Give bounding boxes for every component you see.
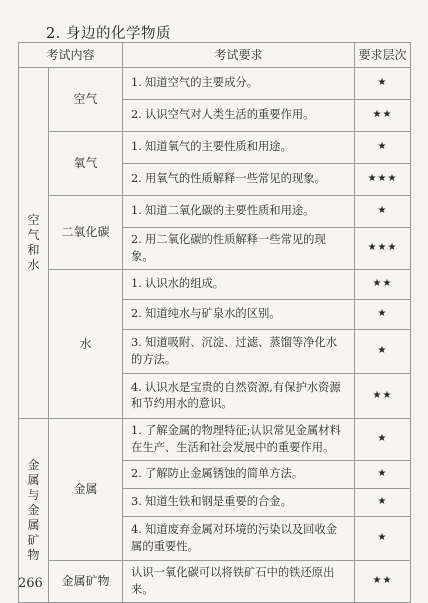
table-row: [19, 561, 411, 603]
requirement-cell: [123, 374, 355, 419]
level-stars: ★★★: [355, 164, 411, 196]
topic-cell: 空气: [49, 68, 123, 132]
requirement-cell: [123, 196, 355, 228]
requirement-text: 认识一氧化碳可以将铁矿石中的铁还原出来。: [131, 566, 335, 596]
requirement-number: 2.: [131, 467, 142, 481]
table-row: [19, 196, 411, 228]
level-stars: ★: [355, 489, 411, 517]
category-label: 金属与金属矿物: [27, 458, 40, 562]
level-stars: ★★: [355, 270, 411, 300]
requirement-cell: [123, 489, 355, 517]
category-cell: [19, 419, 49, 603]
requirement-text: 知道生铁和钢是重要的合金。: [145, 495, 292, 509]
table-header-row: [19, 43, 411, 68]
level-stars: ★: [355, 132, 411, 164]
requirement-number: 2.: [131, 233, 142, 246]
requirement-text: 知道吸附、沉淀、过滤、蒸馏等净化水的方法。: [131, 336, 338, 366]
header-requirement-level: 要求层次: [355, 43, 411, 68]
requirement-number: 1.: [131, 76, 142, 90]
page-number: 266: [18, 576, 43, 591]
requirement-cell: [123, 517, 355, 561]
table-row: [19, 68, 411, 100]
level-stars: ★: [355, 196, 411, 228]
requirement-cell: [123, 228, 355, 270]
table-row: [19, 270, 411, 300]
requirement-text: 了解金属的物理特征;认识常见金属材料在生产、生活和社会发展中的重要作用。: [131, 424, 341, 454]
requirement-cell: [123, 68, 355, 100]
requirement-text: 了解防止金属锈蚀的简单方法。: [145, 467, 304, 481]
requirement-number: 3.: [131, 495, 142, 509]
level-stars: ★: [355, 68, 411, 100]
requirement-text: 知道空气的主要成分。: [145, 76, 258, 90]
requirement-cell: [123, 461, 355, 489]
requirement-text: 用氧气的性质解释一些常见的现象。: [145, 172, 326, 186]
level-stars: ★: [355, 300, 411, 330]
requirement-cell: [123, 330, 355, 374]
requirement-cell: [123, 561, 355, 603]
topic-cell: 氧气: [49, 132, 123, 196]
level-stars: ★★: [355, 100, 411, 132]
topic-cell: 金属: [49, 419, 123, 561]
requirement-cell: [123, 164, 355, 196]
requirement-number: 2.: [131, 108, 142, 122]
requirement-number: 2.: [131, 172, 142, 186]
requirement-text: 知道纯水与矿泉水的区别。: [145, 307, 281, 321]
requirement-cell: [123, 100, 355, 132]
header-exam-content: 考试内容: [19, 43, 123, 68]
requirement-cell: [123, 300, 355, 330]
requirement-text: 知道废弃金属对环境的污染以及回收金属的重要性。: [131, 523, 338, 553]
topic-cell: 金属矿物: [49, 561, 123, 603]
requirement-text: 知道氧气的主要性质和用途。: [145, 140, 292, 154]
requirement-number: 4.: [131, 523, 142, 536]
requirement-number: 1.: [131, 277, 142, 291]
requirement-number: 4.: [131, 380, 142, 394]
requirement-text: 用二氧化碳的性质解释一些常见的现象。: [131, 233, 326, 263]
requirement-cell: [123, 132, 355, 164]
exam-requirements-table: [18, 42, 411, 603]
level-stars: ★★: [355, 561, 411, 603]
requirement-number: 1.: [131, 140, 142, 154]
level-stars: ★: [355, 330, 411, 374]
requirement-cell: [123, 419, 355, 461]
category-cell: [19, 68, 49, 419]
requirement-cell: [123, 270, 355, 300]
header-exam-requirements: 考试要求: [123, 43, 355, 68]
requirement-text: 认识水的组成。: [145, 277, 225, 291]
topic-cell: 二氧化碳: [49, 196, 123, 270]
level-stars: ★: [355, 419, 411, 461]
requirement-text: 认识水是宝贵的自然资源,有保护水资源和节约用水的意识。: [131, 380, 341, 410]
requirement-number: 1.: [131, 204, 142, 218]
level-stars: ★: [355, 517, 411, 561]
level-stars: ★: [355, 461, 411, 489]
table-row: [19, 419, 411, 461]
requirement-text: 知道二氧化碳的主要性质和用途。: [145, 204, 315, 218]
category-label: 空气和水: [27, 213, 40, 272]
requirement-number: 2.: [131, 307, 142, 321]
topic-cell: 水: [49, 270, 123, 419]
level-stars: ★★★: [355, 228, 411, 270]
requirement-text: 认识空气对人类生活的重要作用。: [145, 108, 315, 122]
section-heading: 2. 身边的化学物质: [46, 26, 171, 42]
requirement-number: 1.: [131, 424, 142, 437]
level-stars: ★★: [355, 374, 411, 419]
requirement-number: 3.: [131, 336, 142, 349]
table-row: [19, 132, 411, 164]
